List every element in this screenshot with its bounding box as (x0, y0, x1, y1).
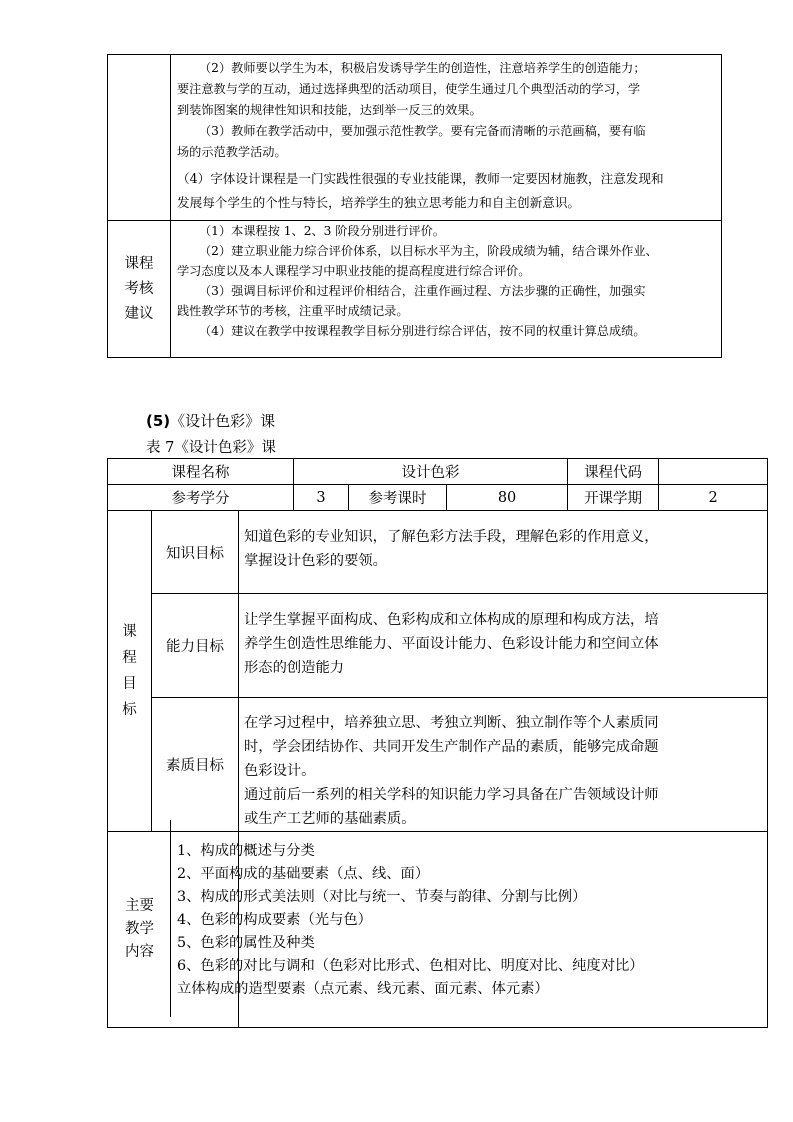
content-label-line: 内容 (125, 944, 154, 960)
continuation-label-cell (108, 55, 171, 221)
content-label-line: 教学 (125, 921, 154, 937)
hours-label: 参考课时 (349, 485, 447, 511)
content-list (177, 840, 644, 1001)
content-item: 立体构成的造型要素（点元素、线元素、面元素、体元素） (177, 981, 549, 997)
quality-goal-content (239, 698, 768, 832)
text-line: 知道色彩的专业知识，了解色彩方法手段，理解色彩的作用意义， (244, 529, 659, 545)
text-line: 时，学会团结协作、共同开发生产制作产品的素质，能够完成命题 (244, 739, 659, 755)
assessment-label-line: 建议 (124, 305, 154, 322)
table-caption: 表 7《设计色彩》课 (146, 440, 276, 456)
knowledge-goal-content (239, 511, 768, 594)
quality-goal-label: 素质目标 (152, 698, 239, 832)
text-line: 色彩设计。 (244, 763, 316, 779)
text-line: 形态的创造能力 (244, 660, 345, 676)
content-item: 1、构成的概述与分类 (177, 843, 315, 859)
credit-value: 3 (294, 485, 349, 511)
text-line: 养学生创造性思维能力、平面设计能力、色彩设计能力和空间立体 (244, 636, 659, 652)
assessment-label-line: 考核 (124, 280, 154, 297)
hours-value: 80 (447, 485, 568, 511)
teaching-method-cell (171, 55, 722, 221)
text-line: （4）字体设计课程是一门实践性很强的专业技能课，教师一定要因材施教，注意发现和 (177, 171, 664, 186)
text-line: 掌握设计色彩的要领。 (244, 553, 387, 569)
text-line: （3）教师在教学活动中，要加强示范性教学。要有完备而清晰的示范画稿，要有临 (199, 124, 646, 138)
section-heading-number: (5) (146, 412, 171, 430)
ability-goal-content (239, 594, 768, 698)
text-line: 到装饰图案的规律性知识和技能，达到举一反三的效果。 (177, 103, 482, 117)
assessment-label-line: 课程 (124, 255, 154, 272)
content-item: 5、色彩的属性及种类 (177, 935, 315, 951)
content-item: 4、色彩的构成要素（光与色） (177, 912, 372, 928)
knowledge-goal-label: 知识目标 (152, 511, 239, 594)
text-line: （2）教师要以学生为本，积极启发诱导学生的创造性，注意培养学生的创造能力； (199, 61, 646, 75)
section-heading (146, 410, 275, 431)
semester-label: 开课学期 (568, 485, 659, 511)
content-label-line: 主要 (125, 898, 154, 914)
goals-label-char: 目 (122, 676, 137, 692)
content-item: 6、色彩的对比与调和（色彩对比形式、色相对比、明度对比、纯度对比） (177, 958, 644, 974)
content-divider (170, 820, 171, 1017)
course-code-label: 课程代码 (568, 459, 659, 485)
teaching-suggestion-table (107, 54, 722, 358)
text-line: （1）本课程按 1、2、3 阶段分别进行评价。 (199, 224, 445, 238)
text-line: 场的示范教学活动。 (177, 145, 287, 159)
goals-label-char: 程 (122, 650, 137, 666)
text-line: 发展每个学生的个性与特长，培养学生的独立思考能力和自主创新意识。 (177, 195, 580, 210)
goals-label-cell (108, 511, 152, 832)
text-line: 要注意教与学的互动，通过选择典型的活动项目，使学生通过几个典型活动的学习，学 (177, 82, 641, 96)
text-line: 践性教学环节的考核，注重平时成绩记录。 (177, 304, 409, 318)
course-name-label: 课程名称 (108, 459, 294, 485)
credit-label: 参考学分 (108, 485, 294, 511)
text-line: 通过前后一系列的相关学科的知识能力学习具备在广告领域设计师 (244, 787, 659, 803)
content-item: 3、构成的形式美法则（对比与统一、节奏与韵律、分割与比例） (177, 889, 587, 905)
content-item: 2、平面构成的基础要素（点、线、面） (177, 866, 430, 882)
text-line: （4）建议在教学中按课程教学目标分别进行综合评估，按不同的权重计算总成绩。 (199, 324, 646, 338)
text-line: （3）强调目标评价和过程评价相结合，注重作画过程、方法步骤的正确性，加强实 (199, 284, 646, 298)
text-line: 在学习过程中，培养独立思、考独立判断、独立制作等个人素质同 (244, 715, 659, 731)
text-line: （2）建立职业能力综合评价体系，以目标水平为主，阶段成绩为辅，结合课外作业、 (199, 244, 658, 258)
assessment-content-cell (171, 221, 722, 358)
section-heading-title: 《设计色彩》课 (170, 412, 276, 430)
text-line: 让学生掌握平面构成、色彩构成和立体构成的原理和构成方法，培 (244, 612, 659, 628)
course-name-value: 设计色彩 (294, 459, 568, 485)
text-line: 或生产工艺师的基础素质。 (244, 811, 416, 827)
semester-value: 2 (659, 485, 768, 511)
course-code-value (659, 459, 768, 485)
goals-label-char: 标 (122, 702, 137, 718)
text-line: 学习态度以及本人课程学习中职业技能的提高程度进行综合评价。 (177, 264, 531, 278)
goals-label-char: 课 (122, 624, 137, 640)
ability-goal-label: 能力目标 (152, 594, 239, 698)
assessment-label-cell (108, 221, 171, 358)
